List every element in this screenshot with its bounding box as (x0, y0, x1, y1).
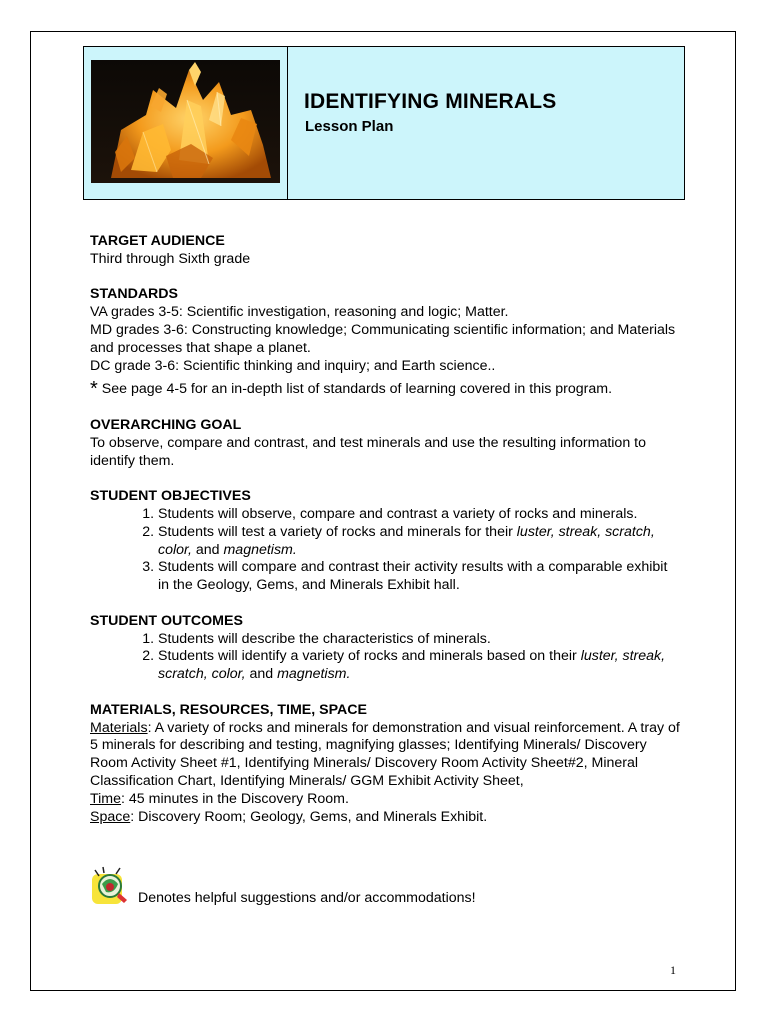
outcome-1-text: Students will describe the characteristics of minerals. (158, 630, 491, 647)
materials-text: : A variety of rocks and minerals for demonstration and visual reinforcement. A tray of 5 minerals for describing and testing, magnifying glasses; Identifying Minerals/ Discovery Room Activity Sheet #1, Identifying Minerals/ Discovery Room Activity Sheet#2, Mineral Classification Chart, Identifying Minerals/ GGM Exhibit Activity Sheet, (90, 719, 680, 789)
objective-1-text: Students will observe, compare and contrast a variety of rocks and minerals. (158, 505, 638, 522)
student-outcomes-list (90, 631, 680, 684)
space-label: Space (90, 808, 131, 825)
student-objectives-heading: STUDENT OBJECTIVES (90, 488, 251, 505)
student-objectives-section (90, 488, 680, 595)
student-outcomes-heading: STUDENT OUTCOMES (90, 612, 243, 629)
objective-2-and: and (191, 541, 224, 558)
suggestion-legend (90, 866, 590, 906)
standards-line-va: VA grades 3-5: Scientific investigation, reasoning and logic; Matter. (90, 304, 509, 321)
list-item (158, 506, 680, 524)
standards-heading: STANDARDS (90, 286, 179, 303)
target-audience-section (90, 233, 680, 269)
list-item (158, 524, 680, 560)
header-image-cell (84, 47, 288, 199)
materials-label: Materials (90, 719, 148, 736)
asterisk-marker: * (90, 378, 98, 401)
time-paragraph (90, 791, 680, 809)
materials-section (90, 702, 680, 827)
list-item (158, 559, 680, 595)
outcome-2-italic-properties: luster, streak, scratch, color, (158, 648, 666, 683)
student-outcomes-section (90, 613, 680, 684)
outcome-2-text: Students will identify a variety of rocks and minerals based on their (158, 648, 581, 665)
time-text: : 45 minutes in the Discovery Room. (121, 790, 349, 807)
suggestion-icon (90, 866, 130, 906)
target-audience-text: Third through Sixth grade (90, 250, 251, 267)
list-item (158, 631, 680, 649)
list-item (158, 648, 680, 684)
suggestion-legend-text: Denotes helpful suggestions and/or accommodations! (138, 890, 476, 906)
lesson-content (90, 233, 680, 844)
standards-note-text: See page 4-5 for an in-depth list of standards of learning covered in this program. (101, 381, 613, 398)
space-text: : Discovery Room; Geology, Gems, and Minerals Exhibit. (130, 808, 488, 825)
target-audience-heading: TARGET AUDIENCE (90, 233, 225, 249)
materials-heading: MATERIALS, RESOURCES, TIME, SPACE (90, 701, 367, 718)
overarching-goal-heading: OVERARCHING GOAL (90, 416, 242, 433)
objective-3-text: Students will compare and contrast their activity results with a comparable exhibit in the Geology, Gems, and Minerals Exhibit hall. (158, 559, 668, 594)
overarching-goal-text: To observe, compare and contrast, and test minerals and use the resulting information to identify them. (90, 434, 646, 469)
outcome-2-italic-magnetism: magnetism. (277, 666, 351, 683)
page-title: IDENTIFYING MINERALS (304, 90, 557, 113)
objective-2-text: Students will test a variety of rocks and minerals for their (158, 523, 517, 540)
page-subtitle: Lesson Plan (305, 118, 394, 135)
outcome-2-and: and (245, 666, 278, 683)
overarching-goal-section (90, 417, 680, 470)
objective-2-italic-properties: luster, streak, scratch, color, (158, 523, 655, 558)
header-box (83, 46, 685, 200)
student-objectives-list (90, 506, 680, 595)
header-title-cell (288, 47, 684, 199)
standards-line-dc: DC grade 3-6: Scientific thinking and inquiry; and Earth science.. (90, 357, 496, 374)
materials-paragraph (90, 720, 680, 791)
time-label: Time (90, 790, 122, 807)
page-number: 1 (670, 963, 676, 977)
objective-2-italic-magnetism: magnetism. (223, 541, 297, 558)
mineral-crystal-image (91, 60, 280, 183)
standards-section (90, 286, 680, 399)
standards-line-md: MD grades 3-6: Constructing knowledge; Communicating scientific information; and Materials and processes that shape a planet. (90, 321, 676, 356)
standards-note (90, 378, 680, 401)
space-paragraph (90, 809, 680, 827)
